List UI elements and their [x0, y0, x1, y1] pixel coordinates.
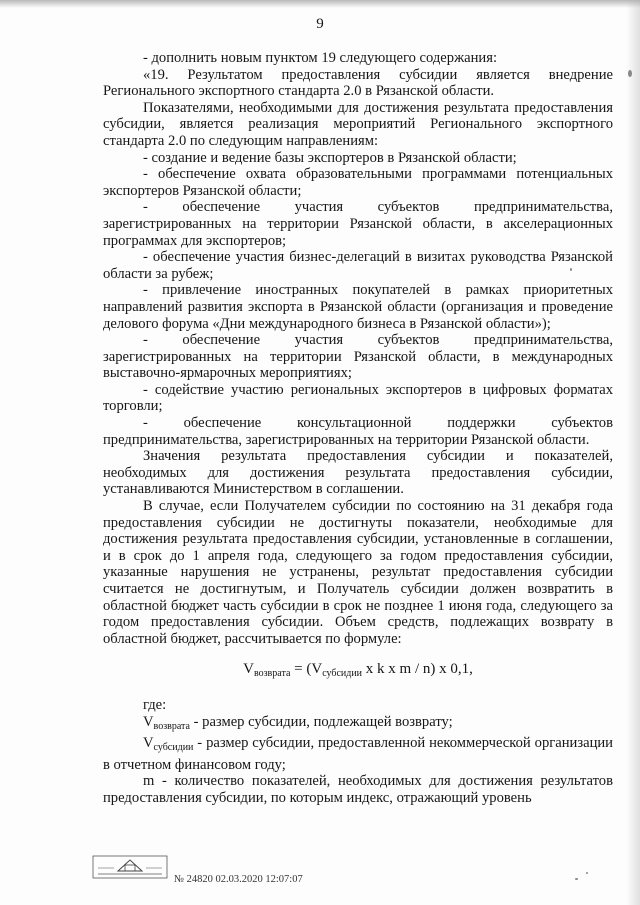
- formula-tail: x k x m / n) x 0,1,: [362, 661, 473, 678]
- list-item-exhibitions: - обеспечение участия субъектов предпринимательства, зарегистрированных на территории Рязанской области, в международных выставочно-ярмарочных мероприятиях;: [103, 332, 613, 382]
- where-label: где:: [143, 696, 167, 713]
- definition-symbol: V: [143, 713, 154, 730]
- scan-speck: [628, 70, 632, 77]
- formula-rhs-subscript: субсидии: [322, 668, 363, 680]
- list-item-consulting-support: - обеспечение консультационной поддержки субъектов предпринимательства, зарегистрированных на территории Рязанской области.: [103, 415, 613, 448]
- definition-text: - размер субсидии, предоставленной некоммерческой организации в отчетном финансовом году;: [103, 735, 613, 773]
- refund-formula: [103, 661, 613, 683]
- paragraph-amendment-intro: - дополнить новым пунктом 19 следующего содержания:: [143, 50, 498, 66]
- registration-stamp-text: № 24820 02.03.2020 12:07:07: [174, 874, 303, 885]
- definition-subscript: субсидии: [153, 742, 194, 754]
- definition-text: - размер субсидии, подлежащей возврату;: [189, 713, 453, 730]
- paragraph-values-ministry: Значения результата предоставления субсидии и показателей, необходимых для достижения результата предоставления субсидии, устанавливаются Министерством в соглашении.: [103, 448, 613, 498]
- definition-v-refund: [103, 714, 613, 736]
- list-item-foreign-buyers: - привлечение иностранных покупателей в рамках приоритетных направлений развития экспорта в Рязанской области (организация и проведение делового форума «Дни международного бизнеса в Рязанской области»);: [103, 282, 613, 332]
- list-item-digital-trade: - содействие участию региональных экспортеров в цифровых форматах торговли;: [103, 381, 613, 415]
- paragraph-indicators: Показателями, необходимыми для достижения результата предоставления субсидии, является реализация мероприятий Регионального экспортного стандарта 2.0 по следующим направлениям:: [103, 99, 613, 149]
- formula-lhs-subscript: возврата: [253, 668, 291, 680]
- list-item-acceleration-programs: - обеспечение участия субъектов предпринимательства, зарегистрированных на территории Рязанской области, в акселерационных программах для экспортеров;: [103, 199, 613, 249]
- definition-symbol: V: [143, 735, 154, 752]
- list-item-business-delegations: - обеспечение участия бизнес-делегаций в визитах руководства Рязанской области за рубеж;: [103, 249, 613, 282]
- definition-subscript: возврата: [153, 720, 190, 732]
- formula-lhs: V: [243, 661, 254, 678]
- list-item-exporters-database: - создание и ведение базы экспортеров в Рязанской области;: [143, 149, 517, 166]
- definition-v-subsidy: [103, 735, 613, 773]
- paragraph-m-definition: m - количество показателей, необходимых для достижения результатов предоставления субсидии, по которым индекс, отражающий уровень: [103, 773, 613, 806]
- registry-logo-stamp: [92, 855, 168, 879]
- scan-speck: [575, 878, 578, 880]
- formula-eq: = (V: [290, 661, 323, 678]
- scan-shadow-top: [0, 0, 640, 8]
- paragraph-clause-19: «19. Результатом предоставления субсидии является внедрение Регионального экспортного стандарта 2.0 в Рязанской области.: [103, 66, 613, 100]
- scan-shadow-right: [626, 0, 640, 905]
- document-body: [103, 50, 613, 807]
- page-number: 9: [316, 16, 324, 32]
- list-item-education-programs: - обеспечение охвата образовательными программами потенциальных экспортеров Рязанской области;: [103, 166, 613, 199]
- scan-speck: [570, 268, 572, 271]
- paragraph-refund-conditions: В случае, если Получателем субсидии по состоянию на 31 декабря года предоставления субсидии не достигнуты показатели, необходимые для достижения результата предоставления субсидии, установленные в соглашении, и в срок до 1 апреля года, следующего за годом предоставления субсидии, указанные нарушения не устранены, результат предоставления субсидии считается не достигнутым, и Получатель субсидии должен возвратить в областной бюджет часть субсидии в срок не позднее 1 июня года, следующего за годом предоставления субсидии. Объем средств, подлежащих возврату в областной бюджет, рассчитывается по формуле:: [103, 498, 613, 647]
- scan-speck: [586, 872, 588, 874]
